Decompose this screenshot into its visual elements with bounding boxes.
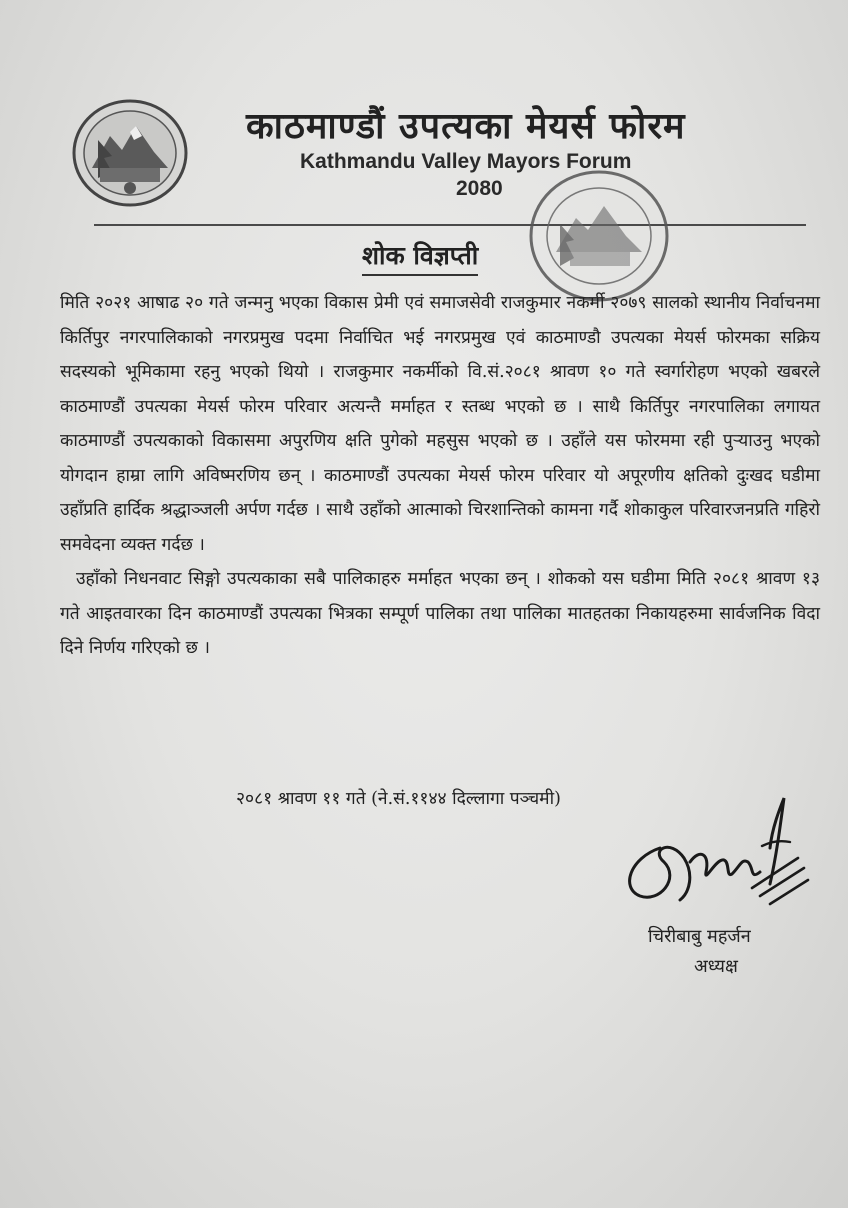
body-paragraph: मिति २०२१ आषाढ २० गते जन्मनु भएका विकास प्रेमी एवं समाजसेवी राजकुमार नकर्मी २०७९ सालको स्थानीय निर्वाचनमा किर्तिपुर नगरपालिकाको नगरप्रमुख पदमा निर्वाचित भई नगरप्रमुख एवं काठमाण्डौ उपत्यका मेयर्स फोरमका सक्रिय सदस्यको भूमिकामा रहनु भएको थियो । राजकुमार नकर्मीको वि.सं.२०८१ श्रावण १० गते स्वर्गारोहण भएको खबरले काठमाण्डौं उपत्यका मेयर्स फोरम परिवार अत्यन्तै मर्माहत र स्तब्ध भएको छ । साथै किर्तिपुर नगरपालिका लगायत काठमाण्डौं उपत्यकाको विकासमा अपुरणिय क्षति पुगेको महसुस भएको छ । उहाँले यस फोरममा रही पुऱ्याउनु भएको योगदान हाम्रा लागि अविष्मरणिय छन् । काठमाण्डौं उपत्यका मेयर्स फोरम परिवार यो अपूरणीय क्षतिको दुःखद घडीमा उहाँप्रति हार्दिक श्रद्धाञ्जली अर्पण गर्दछ । साथै उहाँको आत्माको चिरशान्तिको कामना गर्दै शोकाकुल परिवारजनप्रति गहिरो समवेदना व्यक्त गर्दछ । — [60, 293, 820, 555]
body-paragraph: उहाँको निधनवाट सिङ्गो उपत्यकाका सबै पालिकाहरु मर्माहत भएका छन् । शोकको यस घडीमा मिति २०८१ श्रावण १३ गते आइतवारका दिन काठमाण्डौं उपत्यका भित्रका सम्पूर्ण पालिका तथा पालिका मातहतका निकायहरुमा सार्वजनिक विदा दिने निर्णय गरिएको छ । — [60, 569, 820, 658]
notice-subject: शोक विज्ञप्ती — [362, 238, 478, 276]
header-divider — [94, 224, 806, 226]
notice-body — [60, 286, 820, 666]
signatory-designation: अध्यक्ष — [694, 956, 738, 977]
forum-logo — [70, 98, 190, 208]
signatory-name: चिरीबाबु महर्जन — [648, 926, 751, 947]
forum-title-english: Kathmandu Valley Mayors Forum — [300, 150, 632, 173]
handwritten-signature — [620, 788, 820, 928]
official-stamp — [526, 166, 672, 306]
notice-date: २०८१ श्रावण ११ गते (ने.सं.११४४ दिल्लागा पञ्चमी) — [236, 789, 561, 809]
forum-year: 2080 — [456, 177, 503, 200]
forum-title-nepali: काठमाण्डौं उपत्यका मेयर्स फोरम — [246, 106, 686, 147]
